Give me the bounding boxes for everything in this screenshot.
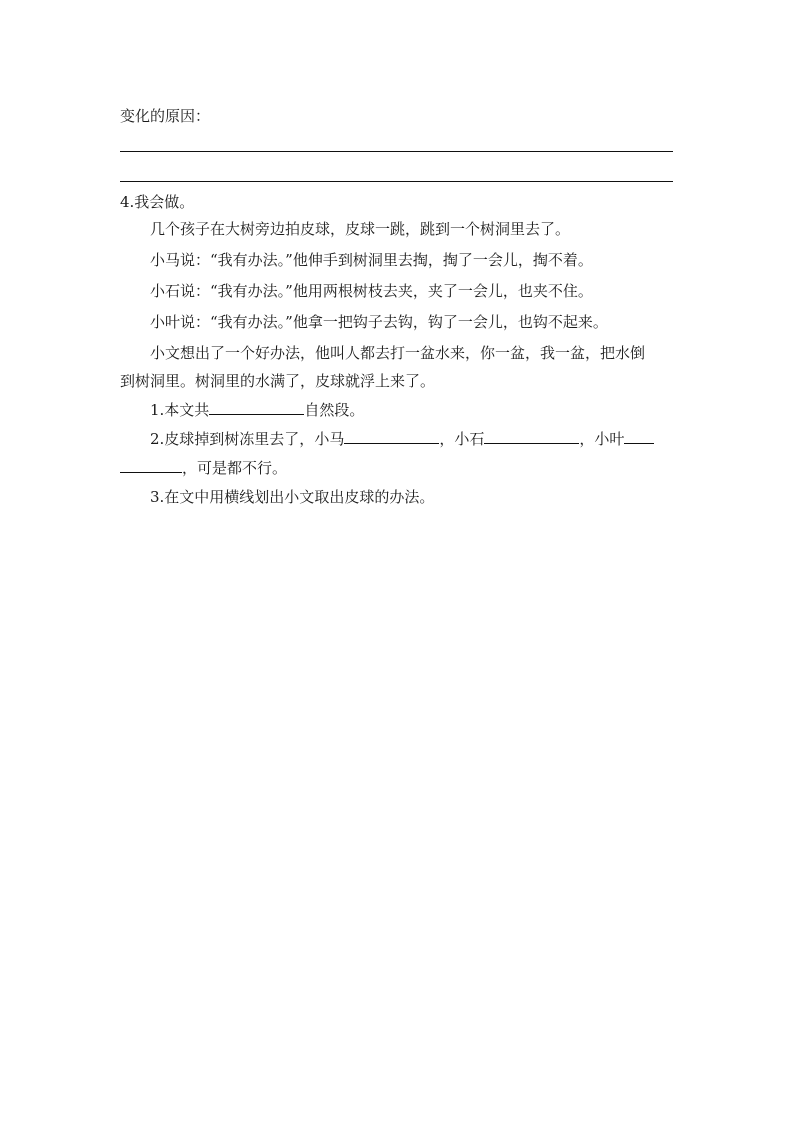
passage-paragraph-3: 小石说：“我有办法。”他用两根树枝去夹，夹了一会儿，也夹不住。 [150, 282, 593, 300]
passage-paragraph-1: 几个孩子在大树旁边拍皮球，皮球一跳，跳到一个树洞里去了。 [150, 220, 571, 238]
sub-question-1 [150, 400, 364, 420]
q2-mid2: ，小叶 [579, 430, 625, 448]
q2-xiaoma-blank[interactable] [344, 429, 439, 444]
answer-line-2[interactable] [120, 181, 673, 182]
sub-question-3: 3.在文中用横线划出小文取出皮球的办法。 [150, 488, 435, 506]
passage-paragraph-2: 小马说：“我有办法。”他伸手到树洞里去掏，掏了一会儿，掏不着。 [150, 251, 593, 269]
q1-prefix: 1.本文共 [150, 401, 210, 419]
sub-question-2 [150, 429, 654, 449]
reason-label: 变化的原因： [120, 107, 211, 125]
passage-paragraph-5-line-1: 小文想出了一个好办法，他叫人都去打一盆水来，你一盆，我一盆，把水倒 [150, 344, 646, 362]
q2-xiaoye-blank-part1[interactable] [624, 429, 654, 444]
q1-suffix: 自然段。 [304, 401, 365, 419]
q2-prefix: 2.皮球掉到树冻里去了，小马 [150, 430, 345, 448]
q2-mid1: ，小石 [439, 430, 485, 448]
question-4-title: 4.我会做。 [120, 193, 195, 211]
passage-paragraph-5-line-2: 到树洞里。树洞里的水满了，皮球就浮上来了。 [120, 372, 436, 390]
q1-answer-blank[interactable] [209, 400, 304, 415]
answer-line-1[interactable] [120, 151, 673, 152]
sub-question-2-continued [120, 458, 287, 478]
q2-xiaoye-blank-part2[interactable] [120, 458, 182, 473]
q2-suffix: ，可是都不行。 [182, 459, 288, 477]
q2-xiaoshi-blank[interactable] [484, 429, 579, 444]
passage-paragraph-4: 小叶说：“我有办法。”他拿一把钩子去钩，钩了一会儿，也钩不起来。 [150, 313, 608, 331]
